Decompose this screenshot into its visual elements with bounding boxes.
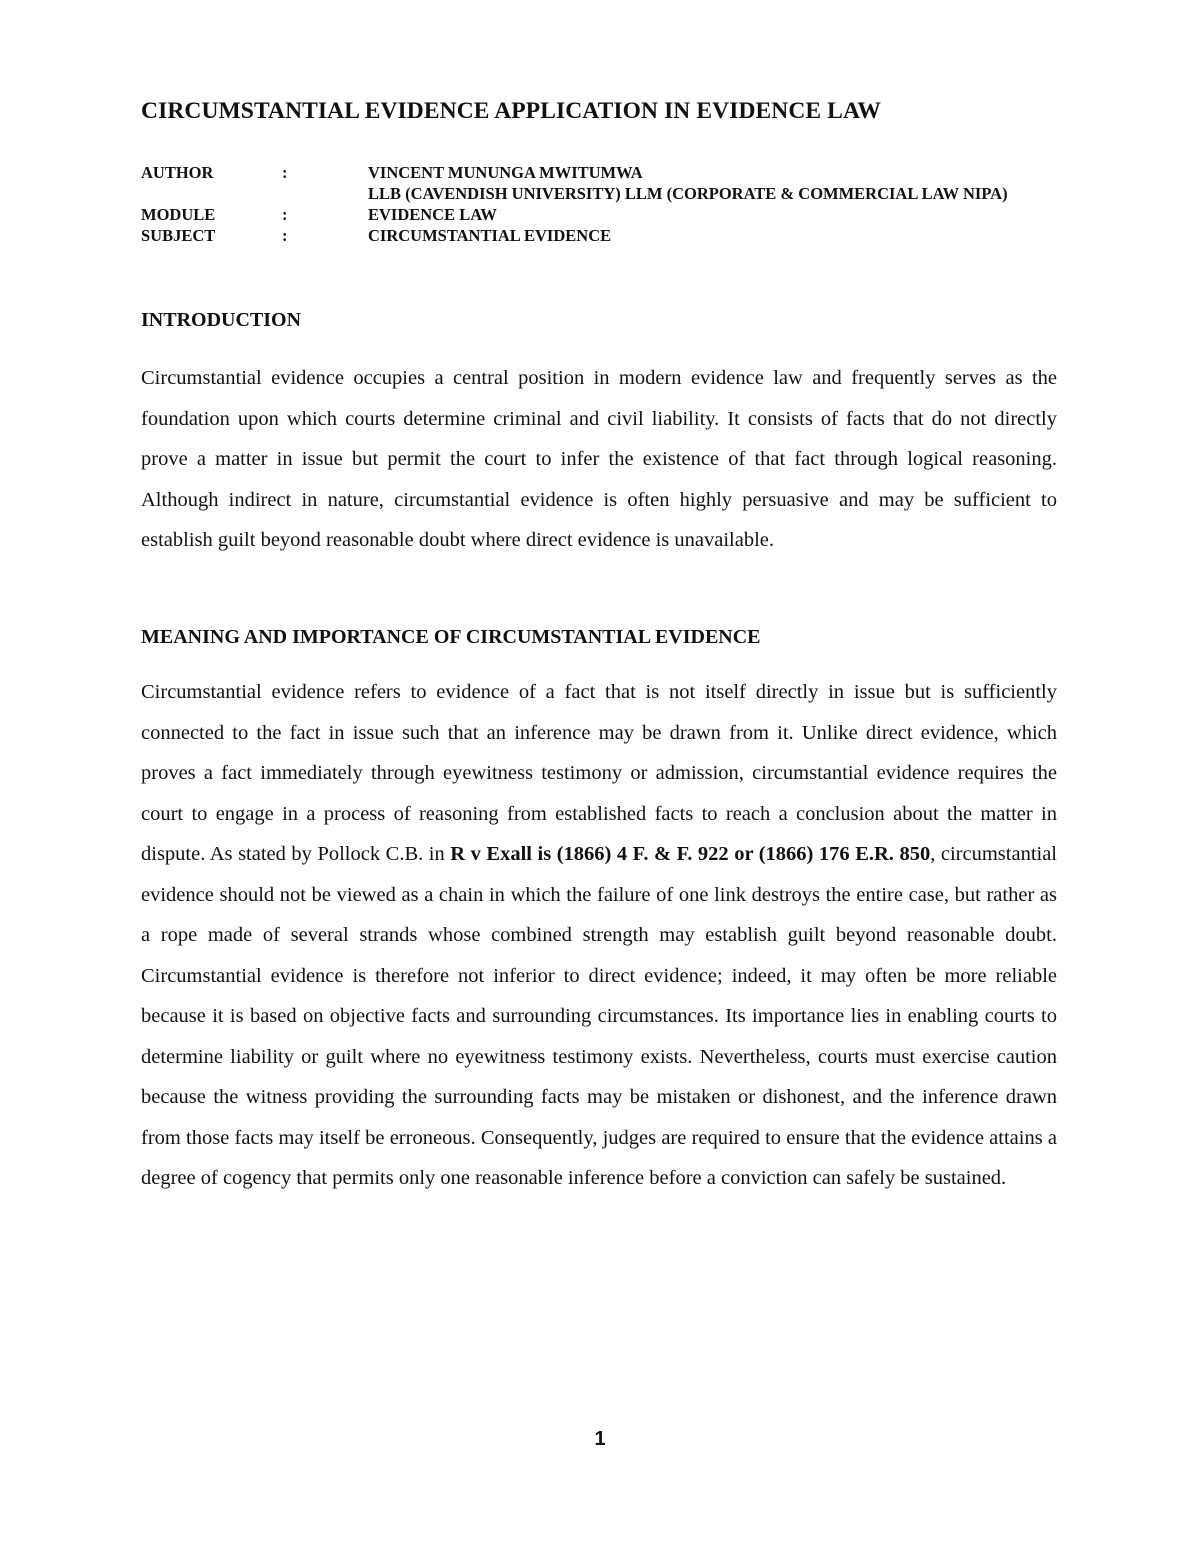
author-name: VINCENT MUNUNGA MWITUMWA — [368, 163, 643, 182]
author-label: AUTHOR — [141, 163, 214, 182]
meaning-text-after-case: , circumstantial evidence should not be viewed as a chain in which the failure of one link destroys the entire case, but rather as a rope made of several strands whose combined strength may establish guilt beyond reasonable doubt. Circumstantial evidence is therefore not inferior to direct evidence; indeed, it may often be more reliable because it is based on objective facts and surrounding circumstances. Its importance lies in enabling courts to determine liability or guilt where no eyewitness testimony exists. Nevertheless, courts must exercise caution because the witness providing the surrounding facts may be mistaken or dishonest, and the inference drawn from those facts may itself be erroneous. Consequently, judges are required to ensure that the evidence attains a degree of cogency that permits only one reasonable inference before a conviction can safely be sustained. — [141, 843, 1058, 1189]
introduction-heading: INTRODUCTION — [141, 309, 302, 331]
module-label: MODULE — [141, 205, 216, 224]
document-title: CIRCUMSTANTIAL EVIDENCE APPLICATION IN EVIDENCE LAW — [141, 98, 882, 124]
module-value: EVIDENCE LAW — [368, 205, 497, 224]
page-number: 1 — [594, 1428, 606, 1450]
meaning-paragraph — [141, 672, 1057, 1199]
introduction-paragraph: Circumstantial evidence occupies a central position in modern evidence law and frequently serves as the foundation upon which courts determine criminal and civil liability. It consists of facts that do not directly prove a matter in issue but permit the court to infer the existence of that fact through logical reasoning. Although indirect in nature, circumstantial evidence is often highly persuasive and may be sufficient to establish guilt beyond reasonable doubt where direct evidence is unavailable. — [141, 367, 1057, 551]
module-colon: : — [282, 205, 288, 224]
subject-colon: : — [282, 226, 288, 245]
author-credentials-row — [141, 183, 1061, 204]
meaning-heading: MEANING AND IMPORTANCE OF CIRCUMSTANTIAL EVIDENCE — [141, 626, 761, 648]
meaning-text-before-case: Circumstantial evidence refers to evidence of a fact that is not itself directly in issue but is sufficiently connected to the fact in issue such that an inference may be drawn from it. Unlike direct evidence, which proves a fact immediately through eyewitness testimony or admission, circumstantial evidence requires the court to engage in a process of reasoning from established facts to reach a conclusion about the matter in dispute. As stated by Pollock C.B. in — [141, 681, 1057, 865]
module-row — [141, 204, 1061, 225]
author-row — [141, 162, 1061, 183]
case-citation: R v Exall is (1866) 4 F. & F. 922 or (1866) 176 E.R. 850 — [450, 843, 931, 865]
document-metadata — [141, 162, 1061, 246]
subject-row — [141, 225, 1061, 246]
subject-value: CIRCUMSTANTIAL EVIDENCE — [368, 226, 612, 245]
author-credentials: LLB (CAVENDISH UNIVERSITY) LLM (CORPORATE & COMMERCIAL LAW NIPA) — [368, 184, 1008, 203]
author-colon: : — [282, 163, 288, 182]
subject-label: SUBJECT — [141, 226, 216, 245]
